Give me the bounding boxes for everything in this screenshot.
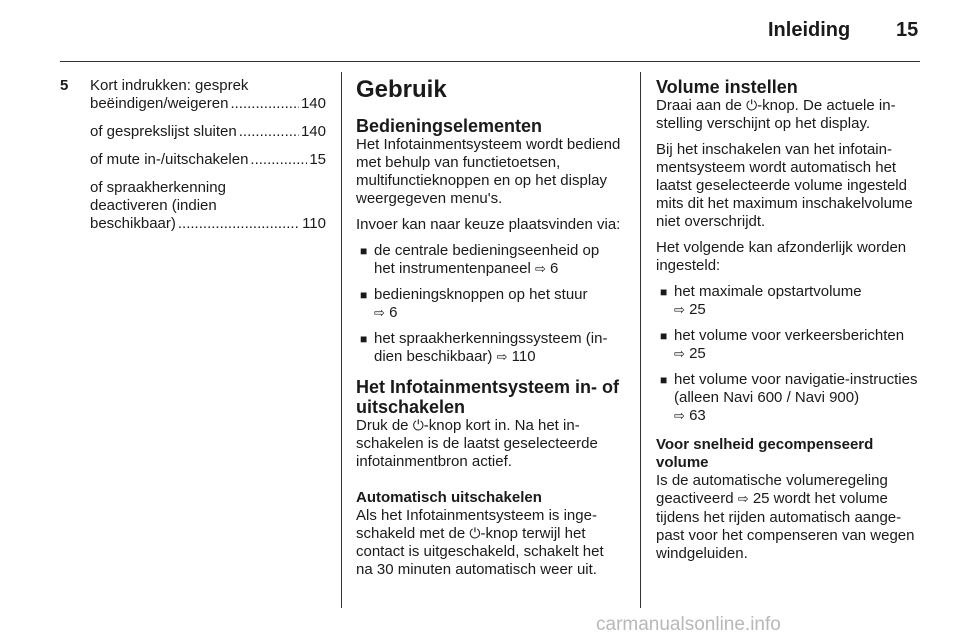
subentry-label: of gesprekslijst sluiten (90, 123, 237, 140)
paragraph: Druk de ⏻-knop kort in. Na het inschakelen is de laatst geselecteerde infotainmentbron actief. (356, 417, 598, 470)
volume-knob-icon: ⏻ (746, 98, 758, 114)
paragraph: Het Infotainmentsysteem wordt bediend met behulp van functietoetsen, multifunctieknoppen en op het display weergegeven menu's. (356, 136, 621, 207)
subentry-page: 140 (300, 123, 326, 140)
subentry-label: of mute in-/uitschakelen (90, 151, 249, 168)
bullet-square-icon: ■ (360, 244, 368, 258)
leader-dots (250, 151, 307, 169)
header-rule (60, 61, 920, 62)
entry-page: 140 (300, 95, 326, 112)
list-item-text: het spraakherkenningssysteem (indien beschikbaar) (374, 330, 608, 365)
entry-label: beëindigen/weigeren (90, 95, 229, 112)
leader-dots (230, 95, 299, 113)
paragraph: Is de automatische volumeregeling geactiveerd ⇨ 25 wordt het volume tijdens het rijden automatisch aangepast voor het compenseren van wegen windgeluiden. (656, 472, 915, 562)
subentry-label: beschikbaar) (90, 215, 176, 232)
page-ref-arrow-icon: ⇨ (374, 306, 385, 321)
list-item (356, 242, 624, 279)
column-left (60, 77, 326, 243)
list-item (356, 330, 624, 367)
list-item-text: het volume voor verkeersberichten (674, 327, 905, 344)
list-item-text: bedieningsknoppen op het stuur (374, 286, 588, 303)
list-item (656, 371, 922, 426)
bullet-list (356, 242, 624, 367)
subentry-page: 110 (302, 215, 326, 232)
bullet-square-icon: ■ (660, 285, 668, 299)
minor-heading: Voor snelheid gecompenseerd volume (656, 436, 874, 471)
index-subentry (60, 123, 326, 141)
paragraph: Het volgende kan afzonderlijk worden ingesteld: (656, 239, 907, 274)
entry-label-line: Kort indrukken: gesprek (90, 77, 249, 94)
leader-dots (178, 215, 300, 233)
index-entry (60, 77, 326, 113)
bullet-square-icon: ■ (360, 288, 368, 302)
page-ref: 6 (389, 304, 398, 321)
page-ref: 25 (689, 345, 706, 362)
page-ref-arrow-icon: ⇨ (737, 492, 749, 507)
subentry-line: deactiveren (indien (90, 197, 217, 214)
bullet-square-icon: ■ (660, 373, 668, 387)
subentry-line: of spraakherkenning (90, 179, 226, 196)
page-title: Inleiding (768, 19, 851, 41)
index-subentry (60, 179, 326, 233)
subentry-leader-line (90, 215, 326, 233)
page-ref-arrow-icon: ⇨ (674, 409, 685, 424)
power-knob-icon: ⏻ (412, 418, 424, 434)
page-ref: 25 (689, 301, 706, 318)
list-item-text: het volume voor navigatie-instructies (alleen Navi 600 / Navi 900) (674, 371, 918, 406)
page-number: 15 (896, 19, 919, 41)
page-ref: 6 (550, 260, 559, 277)
list-item (656, 327, 922, 364)
list-item-text: het maximale opstartvolume (674, 283, 862, 300)
subsection-heading: Het Infotainmentsysteem in- of uitschakelen (356, 377, 620, 417)
entry-number: 5 (60, 77, 69, 94)
paragraph: Invoer kan naar keuze plaatsvinden via: (356, 216, 621, 233)
bullet-square-icon: ■ (360, 332, 368, 346)
subsection-heading: Bedieningselementen (356, 116, 543, 136)
list-item-text: de centrale bedieningseenheid op het instrumentenpaneel (374, 242, 600, 277)
bullet-list (656, 283, 922, 426)
paragraph: Draai aan de ⏻-knop. De actuele instelling verschijnt op het display. (656, 97, 896, 132)
page-ref-arrow-icon: ⇨ (534, 262, 546, 277)
section-heading: Gebruik (356, 76, 447, 103)
list-item (356, 286, 624, 323)
index-subentry (60, 151, 326, 169)
subentry-page: 15 (309, 151, 326, 168)
list-item (656, 283, 922, 320)
column-divider-right (640, 72, 641, 608)
page-ref-arrow-icon: ⇨ (496, 350, 508, 365)
page-ref-arrow-icon: ⇨ (674, 347, 685, 362)
watermark: carmanualsonline.info (596, 614, 781, 635)
subsection-heading: Volume instellen (656, 77, 798, 97)
paragraph: Als het Infotainmentsysteem is ingeschakeld met de ⏻-knop terwijl het contact is uitgeschakeld, schakelt het na 30 minuten automatisch weer uit. (356, 507, 604, 578)
column-middle (356, 77, 624, 587)
page-ref: 63 (689, 407, 706, 424)
column-divider-left (341, 72, 342, 608)
page-ref: 110 (511, 348, 536, 365)
bullet-square-icon: ■ (660, 329, 668, 343)
minor-heading: Automatisch uitschakelen (356, 489, 542, 506)
power-knob-icon: ⏻ (469, 526, 481, 542)
column-right (656, 77, 922, 571)
leader-dots (239, 123, 299, 141)
paragraph: Bij het inschakelen van het infotainmentsysteem wordt automatisch het laatst geselecteerde volume ingesteld mits dit het maximum inschakelvolume niet overschrijdt. (656, 141, 913, 230)
page-ref-arrow-icon: ⇨ (674, 303, 685, 318)
entry-leader-line (90, 95, 326, 113)
